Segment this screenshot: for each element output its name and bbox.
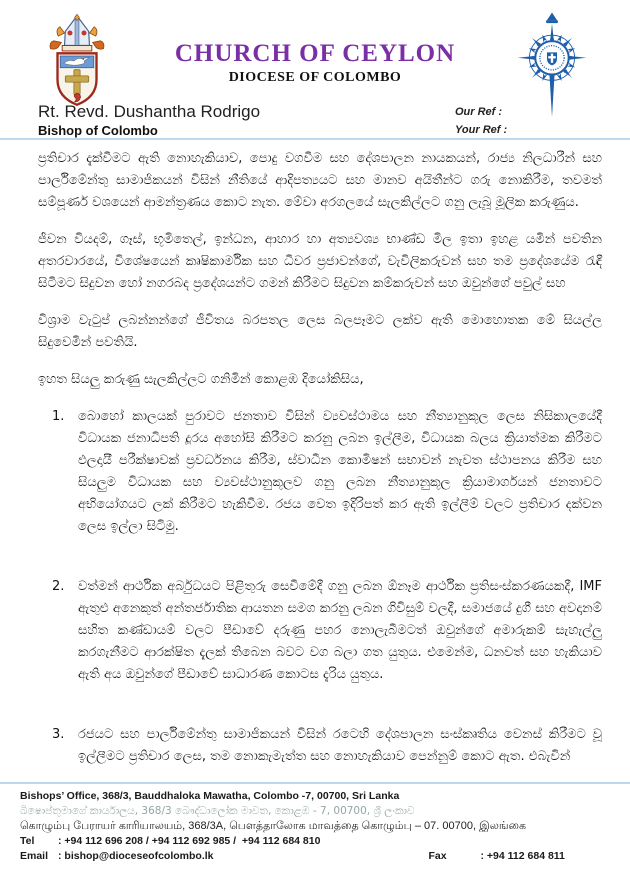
letterhead-divider bbox=[0, 138, 630, 140]
our-ref-label: Our Ref : bbox=[455, 106, 503, 118]
list-intro-line: ඉහත සියලු කරුණු සැලකිල්ලට ගනිමින් කොළඹ දියෝකිසිය, bbox=[38, 372, 364, 387]
list-item-3-text: රජයට සහ පාර්ලිමේන්තු සාමාජිකයන් විසින් රටෙහි දේශපාලන සංස්කෘතිය වෙනස් කිරීමට වූ ඉල්ලීමට ප්‍රතිචාර ලෙස, තම නොකැමැත්ත සහ නොහැකියාව පෙන්නුම් කොට ඇත. එබැවින් bbox=[78, 727, 602, 764]
list-item-3 bbox=[38, 724, 602, 768]
email-fax-row bbox=[20, 849, 610, 864]
paragraph-2: ජීවන වියදම්, ගෑස්, භූමිතෙල්, ඉන්ධන, ආහාර හා අත්‍යවශ්‍ය භාණ්ඩ මිල ඉතා ඉහළ යමින් පවතින අතරවාරයේ, විශේෂයෙන් කෘෂිකාර්මික සහ ධීවර ප්‍රජාවන්ගේ, වැවිලිකරුවන් සහ තම ප්‍රදේශයේම රැඳී සිටීමට සිදුවන හෝ නගරබද ප්‍රදේශයන්ට ගමන් කිරීමට සිදුවන කම්කරුවන් සහ ඔවුන්ගේ පවුල් සහ bbox=[38, 232, 602, 291]
reference-labels bbox=[455, 104, 507, 139]
page-footer bbox=[0, 782, 630, 869]
list-item-2-text: වත්මන් ආර්ථික අර්බුධයට පිළිතුරු සෙවීමේදී ගනු ලබන ඕනෑම ආර්ථික ප්‍රතිසංස්කරණයකදී, IMF ඇතුළු අනෙකුත් අන්තර්ජාතික ආයතන සමග කරනු ලබන ගිවිසුම් වලදී, සමාජයේ දුගී සහ අවදානම් සහිත කණ්ඩායම් වලට පීඩාවේ දරුණු පහර නොලැබීමටත් ඔවුන්ගේ අමාරුකම් සැහැල්ලු කරගැනීමට ආරක්ෂිත දැලක් තිබෙන බවට වග බලා ගත යුතුය. එමෙන්ම, ධනවත් සහ හැකියාව ඇති අය ඔවුන්ගේ පීඩාවේ සාධාරණ කොටස දැරිය යුතුය. bbox=[78, 579, 602, 682]
address-tamil: கொழும்பு பேராயர் காரியாலயம், 368/3A, பௌத்தாலோக மாவத்தை கொழும்பு – 07. 00700, இலங்கை bbox=[20, 820, 527, 832]
compass-rose-icon bbox=[506, 8, 598, 126]
address-english: Bishops’ Office, 368/3, Bauddhaloka Mawatha, Colombo -7, 00700, Sri Lanka bbox=[20, 790, 400, 802]
org-name: CHURCH OF CEYLON bbox=[174, 40, 456, 67]
tel-numbers: : +94 112 696 208 / +94 112 692 985 / +94 112 684 810 bbox=[58, 835, 321, 847]
paragraph-1: ප්‍රතිචාර දැක්වීමට ඇති නොහැකියාව, පොදු වගවීම සහ දේශපාලන නායකයන්, රාජ්‍ය නිලධාරීන් සහ පාර්ලිමේන්තු සාමාජිකයන් විසින් නීතියේ ආදිපත්‍යයට සහ මානව අයිතීන්ට ගරු නොකිරීම, තවමත් සම්පූර්ණ වශයෙන් ආමන්ත්‍රණය කොට නැත. මේවා අරගලයේ සැලකිල්ලට ගනු ලැබූ මූලික කරුණුය. bbox=[38, 151, 602, 210]
tel-label: Tel bbox=[20, 835, 35, 847]
email-label: Email bbox=[20, 850, 49, 862]
bishop-name: Rt. Revd. Dushantha Rodrigo bbox=[38, 102, 261, 121]
list-item-1-text: බොහෝ කාලයක් පුරාවට ජනතාව විසින් ව්‍යවස්ථාමය සහ නීත්‍යානුකූල ලෙස නිසිකාලයේදී විධායක ජනාධිපති දූරය අහෝසි කිරීමට කරනු ලබන ඉල්ලීම, විධායක බලය ක්‍රියාත්මක කිරීමට ඵලදායී පරීක්ෂාවක් ප්‍රවර්ධනය කිරීම, ස්වාධීන කොමිෂන් සභාවන් නැවත ස්ථාපනය කිරීම සහ සියලුම විධායක සහ ව්‍යවස්ථානුකූලව ගනු ලබන නීත්‍යානුකූල ක්‍රියාමාර්ගයන් ජනතාවට අභියෝගයට ලක් කිරීමට හැකිවීම. රජය වෙත ඉදිරිපත් කර ඇති ඉල්ලීම් වලට ප්‍රතිචාර දක්වන ලෙස ඉල්ලා සිටිමු. bbox=[78, 409, 602, 534]
org-subtitle: DIOCESE OF COLOMBO bbox=[228, 70, 402, 85]
letterhead bbox=[0, 0, 630, 140]
fax-label: Fax bbox=[428, 850, 447, 862]
paragraph-3: විශ්‍රාම වැටුප් ලබන්නන්ගේ ජීවිතය බරපතල ලෙස බලපෑමට ලක්ව ඇති මොහොතක මේ සියල්ල සිදුවෙමින් පවතියි. bbox=[38, 313, 602, 350]
list-item-3-number: 3. bbox=[52, 727, 65, 742]
email-address[interactable]: : bishop@dioceseofcolombo.lk bbox=[58, 850, 214, 862]
list-item-1 bbox=[38, 406, 602, 538]
letter-body bbox=[38, 148, 602, 768]
your-ref-label: Your Ref : bbox=[455, 123, 508, 136]
list-item-2-number: 2. bbox=[52, 579, 65, 594]
list-item-2 bbox=[38, 576, 602, 686]
fax-group bbox=[429, 849, 565, 864]
bishop-title: Bishop of Colombo bbox=[38, 122, 158, 138]
address-sinhala: බිෂොප්තුමාගේ කාර්යාලය, 368/3 බෞද්ධාලෝක මාවත, කොළඹ - 7, 00700, ශ්‍රී ලංකාව bbox=[20, 805, 415, 817]
fax-number: : +94 112 684 811 bbox=[480, 850, 565, 862]
list-item-1-number: 1. bbox=[52, 409, 65, 424]
bishop-block bbox=[38, 102, 260, 138]
telephone-row bbox=[20, 834, 610, 849]
